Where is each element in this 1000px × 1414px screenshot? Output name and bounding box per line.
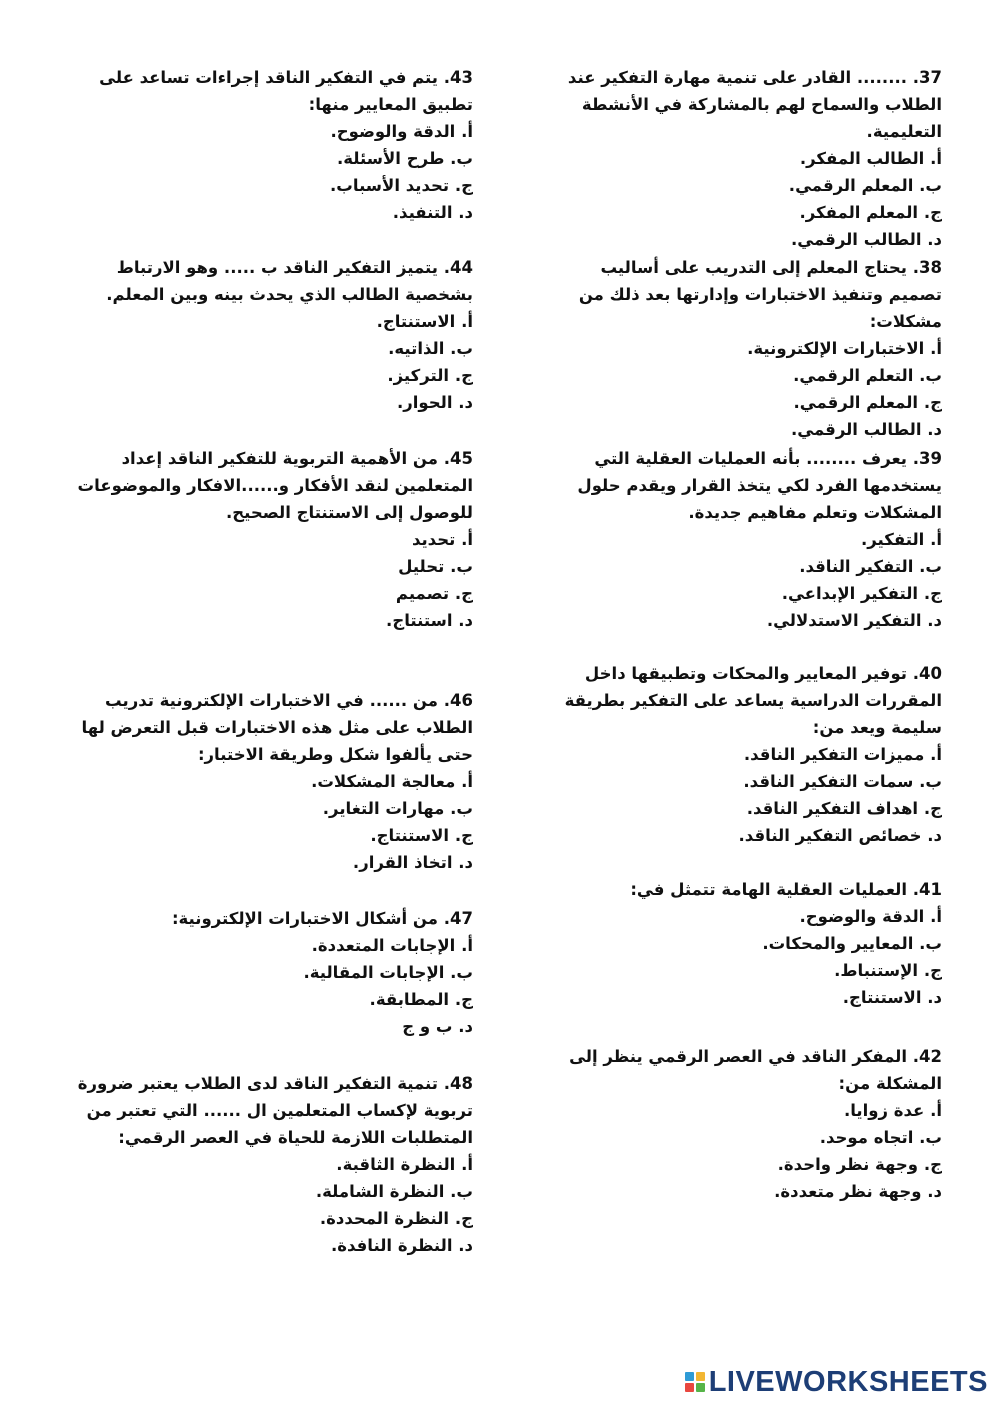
option-letter: ب. — [919, 557, 942, 576]
options-list — [542, 145, 942, 253]
option-text: الاستنتاج. — [376, 312, 456, 331]
answer-option — [63, 1205, 473, 1232]
option-text: استنتاج. — [386, 611, 453, 630]
option-text: التفكير الناقد. — [799, 557, 914, 576]
option-letter: ج. — [923, 1155, 942, 1174]
question-stem — [63, 1070, 473, 1151]
option-letter: د. — [927, 988, 942, 1007]
option-text: التفكير. — [860, 530, 925, 549]
option-letter: أ. — [461, 772, 473, 791]
question-43 — [63, 64, 473, 226]
question-stem — [542, 64, 942, 145]
answer-option — [63, 526, 473, 553]
option-letter: ج. — [923, 203, 942, 222]
option-letter: ب. — [919, 366, 942, 385]
option-text: وجهة نظر واحدة. — [777, 1155, 919, 1174]
option-text: التنفيذ. — [392, 203, 453, 222]
options-list — [63, 768, 473, 876]
answer-option — [542, 199, 942, 226]
option-letter: د. — [927, 1182, 942, 1201]
options-list — [542, 335, 942, 443]
answer-option — [63, 553, 473, 580]
question-stem — [63, 905, 473, 932]
answer-option — [63, 580, 473, 607]
option-text: التركيز. — [387, 366, 450, 385]
answer-option — [542, 1124, 942, 1151]
answer-option — [63, 1178, 473, 1205]
answer-option — [542, 580, 942, 607]
question-46 — [63, 687, 473, 876]
option-text: خصائص التفكير الناقد. — [738, 826, 922, 845]
option-text: المعايير والمحكات. — [762, 934, 914, 953]
answer-option — [542, 930, 942, 957]
option-text: الحوار. — [396, 393, 453, 412]
answer-option — [63, 335, 473, 362]
question-number: 39. — [912, 449, 942, 468]
answer-option — [63, 959, 473, 986]
answer-option — [63, 1151, 473, 1178]
option-letter: ج. — [454, 584, 473, 603]
option-text: المعلم المفكر. — [799, 203, 919, 222]
option-text: النظرة المحددة. — [319, 1209, 450, 1228]
question-text: من ...... في الاختبارات الإلكترونية تدريب الطلاب على مثل هذه الاختبارات قبل التعرض لها حتى يألفوا شكل وطريقة الاختبار: — [81, 691, 473, 764]
option-letter: ب. — [919, 176, 942, 195]
options-list — [63, 526, 473, 634]
question-45 — [63, 445, 473, 634]
answer-option — [63, 822, 473, 849]
answer-option — [63, 607, 473, 634]
question-text: توفير المعايير والمحكات وتطبيقها داخل المقررات الدراسية يساعد على التفكير بطريقة سليمة ويعد من: — [564, 664, 942, 737]
option-letter: ج. — [454, 826, 473, 845]
question-number: 48. — [443, 1074, 473, 1093]
question-48 — [63, 1070, 473, 1259]
option-letter: أ. — [930, 907, 942, 926]
option-letter: ب. — [450, 339, 473, 358]
option-letter: ب. — [450, 799, 473, 818]
option-text: الطالب الرقمي. — [791, 420, 922, 439]
option-text: الإجابات المتعددة. — [311, 936, 456, 955]
answer-option — [542, 226, 942, 253]
option-text: التفكير الإبداعي. — [781, 584, 919, 603]
answer-option — [542, 145, 942, 172]
logo-blocks-icon — [685, 1372, 705, 1392]
brand-name: LIVEWORKSHEETS — [708, 1365, 988, 1398]
answer-option — [542, 416, 942, 443]
answer-option — [542, 1178, 942, 1205]
options-list — [542, 526, 942, 634]
question-stem — [542, 876, 942, 903]
option-text: الإستنباط. — [834, 961, 919, 980]
answer-option — [542, 172, 942, 199]
question-text: من أشكال الاختبارات الإلكترونية: — [171, 909, 438, 928]
question-number: 45. — [443, 449, 473, 468]
question-38 — [542, 254, 942, 443]
answer-option — [63, 308, 473, 335]
option-letter: ج. — [923, 584, 942, 603]
question-stem — [63, 687, 473, 768]
option-letter: أ. — [461, 122, 473, 141]
answer-option — [63, 362, 473, 389]
question-44 — [63, 254, 473, 416]
question-number: 47. — [443, 909, 473, 928]
option-text: الاستنتاج. — [842, 988, 922, 1007]
question-text: يعرف ........ بأنه العمليات العقلية التي يستخدمها الفرد لكي يتخذ القرار ويقدم حلول المشكلات وتعلم مفاهيم جديدة. — [577, 449, 942, 522]
options-list — [63, 118, 473, 226]
answer-option — [63, 172, 473, 199]
options-list — [63, 932, 473, 1040]
option-text: معالجة المشكلات. — [311, 772, 456, 791]
answer-option — [542, 903, 942, 930]
option-text: المعلم الرقمي. — [793, 393, 919, 412]
answer-option — [542, 957, 942, 984]
option-letter: أ. — [930, 745, 942, 764]
option-text: اهداف التفكير الناقد. — [746, 799, 919, 818]
option-letter: ب. — [919, 772, 942, 791]
answer-option — [63, 849, 473, 876]
option-text: النظرة النافدة. — [330, 1236, 453, 1255]
question-text: العمليات العقلية الهامة تتمثل في: — [630, 880, 907, 899]
logo-block — [685, 1383, 694, 1392]
option-text: اتجاه موحد. — [819, 1128, 914, 1147]
option-letter: ج. — [923, 961, 942, 980]
answer-option — [542, 822, 942, 849]
option-text: الذاتيه. — [388, 339, 445, 358]
answer-option — [63, 1013, 473, 1040]
question-text: من الأهمية التربوية للتفكير الناقد إعداد المتعلمين لنقد الأفكار و......الافكار والموضوعات للوصول إلى الاستنتاج الصحيح. — [77, 449, 473, 522]
question-stem — [542, 1043, 942, 1097]
option-letter: د. — [458, 853, 473, 872]
option-letter: د. — [458, 203, 473, 222]
answer-option — [542, 362, 942, 389]
option-letter: د. — [458, 611, 473, 630]
option-letter: أ. — [930, 339, 942, 358]
option-letter: ب. — [919, 1128, 942, 1147]
options-list — [542, 903, 942, 1011]
answer-option — [542, 389, 942, 416]
option-text: اتخاذ القرار. — [352, 853, 453, 872]
option-letter: ب. — [450, 149, 473, 168]
option-text: الطالب المفكر. — [799, 149, 925, 168]
question-stem — [63, 445, 473, 526]
answer-option — [542, 984, 942, 1011]
option-letter: د. — [458, 1017, 473, 1036]
question-stem — [63, 64, 473, 118]
question-37 — [542, 64, 942, 253]
option-text: المطابقة. — [369, 990, 450, 1009]
answer-option — [542, 335, 942, 362]
option-letter: ج. — [923, 393, 942, 412]
question-number: 41. — [912, 880, 942, 899]
answer-option — [63, 986, 473, 1013]
option-letter: د. — [458, 1236, 473, 1255]
answer-option — [542, 795, 942, 822]
answer-option — [63, 145, 473, 172]
option-text: الإجابات المقالية. — [303, 963, 445, 982]
option-text: عدة زوايا. — [843, 1101, 925, 1120]
answer-option — [542, 1097, 942, 1124]
question-stem — [63, 254, 473, 308]
option-letter: ب. — [450, 963, 473, 982]
options-list — [542, 1097, 942, 1205]
question-number: 44. — [443, 258, 473, 277]
option-letter: أ. — [461, 1155, 473, 1174]
option-letter: أ. — [461, 936, 473, 955]
question-number: 40. — [912, 664, 942, 683]
option-letter: ج. — [923, 799, 942, 818]
liveworksheets-logo — [685, 1362, 988, 1402]
answer-option — [542, 607, 942, 634]
answer-option — [63, 932, 473, 959]
question-number: 37. — [912, 68, 942, 87]
option-letter: د. — [927, 230, 942, 249]
question-stem — [542, 254, 942, 335]
option-text: الدقة والوضوح. — [330, 122, 456, 141]
answer-option — [542, 553, 942, 580]
option-letter: أ. — [930, 530, 942, 549]
options-list — [63, 308, 473, 416]
option-text: الاستنتاج. — [370, 826, 450, 845]
option-letter: د. — [927, 826, 942, 845]
question-40 — [542, 660, 942, 849]
question-text: ........ القادر على تنمية مهارة التفكير عند الطلاب والسماح لهم بالمشاركة في الأنشطة التعليمية. — [567, 68, 942, 141]
question-stem — [542, 445, 942, 526]
option-letter: أ. — [461, 530, 473, 549]
question-text: تنمية التفكير الناقد لدى الطلاب يعتبر ضرورة تربوية لإكساب المتعلمين ال ...... التي تعتبر من المتطلبات اللازمة للحياة في العصر الرقمي: — [77, 1074, 473, 1147]
logo-block — [696, 1383, 705, 1392]
options-list — [63, 1151, 473, 1259]
answer-option — [542, 526, 942, 553]
option-text: الدقة والوضوح. — [799, 907, 925, 926]
answer-option — [63, 795, 473, 822]
option-text: وجهة نظر متعددة. — [774, 1182, 922, 1201]
option-text: الطالب الرقمي. — [791, 230, 922, 249]
option-text: النظرة الثاقبة. — [336, 1155, 456, 1174]
answer-option — [542, 741, 942, 768]
option-text: تصميم — [395, 584, 450, 603]
option-letter: ج. — [454, 366, 473, 385]
option-text: الاختبارات الإلكترونية. — [747, 339, 925, 358]
option-text: النظرة الشاملة. — [315, 1182, 445, 1201]
question-number: 42. — [912, 1047, 942, 1066]
option-letter: أ. — [461, 312, 473, 331]
option-text: التفكير الاستدلالي. — [766, 611, 922, 630]
option-text: مميزات التفكير الناقد. — [743, 745, 925, 764]
option-text: التعلم الرقمي. — [793, 366, 914, 385]
options-list — [542, 741, 942, 849]
option-letter: د. — [927, 420, 942, 439]
option-letter: ج. — [454, 990, 473, 1009]
question-47 — [63, 905, 473, 1040]
option-letter: د. — [927, 611, 942, 630]
question-text: يحتاج المعلم إلى التدريب على أساليب تصميم وتنفيذ الاختبارات وإدارتها بعد ذلك من مشكلات: — [578, 258, 942, 331]
question-text: يتم في التفكير الناقد إجراءات تساعد على تطبيق المعايير منها: — [99, 68, 473, 114]
option-letter: ب. — [919, 934, 942, 953]
option-text: سمات التفكير الناقد. — [743, 772, 914, 791]
answer-option — [542, 1151, 942, 1178]
answer-option — [63, 768, 473, 795]
question-text: يتميز التفكير الناقد ب ..... وهو الارتباط بشخصية الطالب الذي يحدث بينه وبين المعلم. — [106, 258, 473, 304]
option-text: تحديد — [411, 530, 456, 549]
option-text: المعلم الرقمي. — [788, 176, 914, 195]
answer-option — [63, 118, 473, 145]
option-text: ب و ج — [402, 1017, 453, 1036]
question-number: 38. — [912, 258, 942, 277]
answer-option — [63, 199, 473, 226]
option-letter: د. — [458, 393, 473, 412]
question-41 — [542, 876, 942, 1011]
question-number: 43. — [443, 68, 473, 87]
option-text: مهارات التغاير. — [322, 799, 445, 818]
question-text: المفكر الناقد في العصر الرقمي ينظر إلى المشكلة من: — [569, 1047, 942, 1093]
question-stem — [542, 660, 942, 741]
option-letter: ج. — [454, 176, 473, 195]
answer-option — [63, 1232, 473, 1259]
logo-block — [685, 1372, 694, 1381]
answer-option — [542, 768, 942, 795]
option-text: طرح الأسئلة. — [337, 149, 445, 168]
option-letter: ب. — [450, 1182, 473, 1201]
answer-option — [63, 389, 473, 416]
option-text: تحديد الأسباب. — [330, 176, 450, 195]
option-letter: أ. — [930, 1101, 942, 1120]
option-letter: أ. — [930, 149, 942, 168]
question-39 — [542, 445, 942, 634]
option-letter: ب. — [450, 557, 473, 576]
option-letter: ج. — [454, 1209, 473, 1228]
logo-block — [696, 1372, 705, 1381]
question-number: 46. — [443, 691, 473, 710]
question-42 — [542, 1043, 942, 1205]
option-text: تحليل — [398, 557, 445, 576]
